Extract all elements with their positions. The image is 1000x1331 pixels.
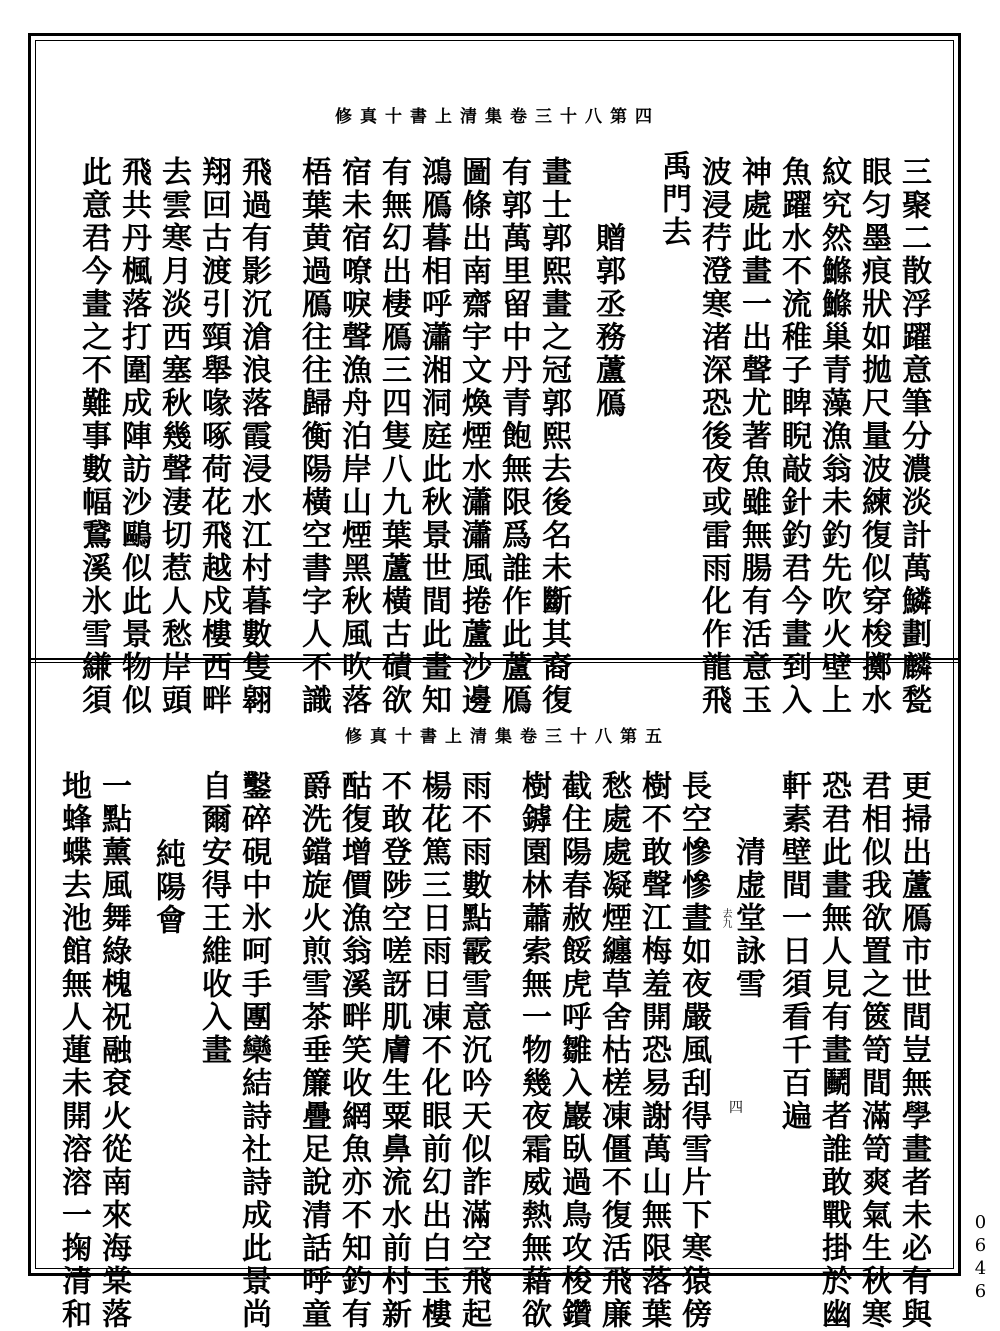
text-column: 鴻鴈暮相呼瀟湘洞庭此秋景世間此畫知 [416, 156, 451, 717]
poem-title: 贈郭丞務蘆鴈 [590, 222, 625, 420]
text-column: 恐君此畫無人見有畫鬭者誰敢戰掛於幽 [816, 770, 851, 1331]
text-column: 樹鏬園林蕭索無一物幾夜霜威熱無藉欲 [516, 770, 551, 1331]
text-column: 樹不敢聲江梅羞開恐易謝萬山無限落葉 [636, 770, 671, 1331]
text-column: 雨不雨數點霰雪意沉吟天似詐滿空飛起 [456, 770, 491, 1331]
text-column: 三聚二散浮躍意筆分濃淡計萬鱗劃麟甃 [896, 156, 931, 717]
text-column: 去雲寒月淡西塞秋幾聲淒切惹人愁岸頭 [156, 156, 191, 717]
text-column: 一點薰風舞綠槐祝融袞火從南來海棠落 [96, 770, 131, 1331]
small-mark: 四 [729, 1100, 743, 1116]
text-column: 魚躍水不流稚子睥睨敲針釣君今畫到入 [776, 156, 811, 717]
text-column: 有郭萬里留中丹青飽無限爲誰作此蘆鴈 [496, 156, 531, 717]
text-column: 愁處處凝煙纏草舍枯槎凍僵不復活飛廉 [596, 770, 631, 1331]
text-column: 飛過有影沉滄浪落霞浸水江村暮數隻翱 [236, 156, 271, 717]
text-column: 楊花篤三日雨日凍不化眼前幻出白玉樓 [416, 770, 451, 1331]
text-column: 不敢登陟空嗟訝肌膚生粟鼻流水前村新 [376, 770, 411, 1331]
text-column: 自爾安得王維收入畫 [196, 770, 231, 1067]
text-column: 此意君今畫之不難事數幅鵞溪氷雪縑須 [76, 156, 111, 717]
text-column: 梧葉黄過鴈往往歸衡陽橫空書字人不識 [296, 156, 331, 717]
text-column: 眼匀墨痕狀如拋尺量波練復似穿梭擲水 [856, 156, 891, 717]
text-column: 飛共丹楓落打圍成陣訪沙鷗似此景物似 [116, 156, 151, 717]
text-column: 圖條出南齋宇文煥煙水瀟瀟風捲蘆沙邊 [456, 156, 491, 717]
top-page-header: 修真十書上清集卷三十八第四 [335, 107, 660, 127]
text-column: 紋究然鰷鰷巢青藻漁翁未釣先吹火壁上 [816, 156, 851, 717]
text-column: 神處此畫一出聲尤著魚雖無腸有活意玉 [736, 156, 771, 717]
poem-title: 純陽會 [150, 838, 185, 937]
bottom-page-header: 修真十書上清集卷三十八第五 [345, 727, 670, 747]
small-annotation: 去九 [720, 908, 731, 928]
text-column: 長空慘慘晝如夜嚴風刮得雪片下寒猿傍 [676, 770, 711, 1331]
text-column: 有無幻出棲鴈三四隻八九葉蘆橫古磧欲 [376, 156, 411, 717]
text-column: 畫士郭熙畫之冠郭熙去後名未斷其裔復 [536, 156, 571, 717]
text-column: 翔回古渡引頸舉喙啄荷花飛越戍樓西畔 [196, 156, 231, 717]
text-column: 波浸荇澄寒渚深恐後夜或雷雨化作龍飛 [696, 156, 731, 717]
text-column: 截住陽春赦餒虎呼雛入巖臥過鳥攻梭鑽 [556, 770, 591, 1331]
text-column: 君相似我欲置之篋笥間滿笥爽氣生秋寒 [856, 770, 891, 1331]
text-column: 禹門去 [656, 150, 691, 249]
text-column: 酤復增價漁翁溪畔笑收網魚亦不知釣有 [336, 770, 371, 1331]
text-column: 軒素壁間一日須看千百遍 [776, 770, 811, 1133]
text-column: 宿未宿嘹唳聲漁舟泊岸山煙黑秋風吹落 [336, 156, 371, 717]
text-column: 爵洗鐺旋火煎雪茶垂簾疊足說清話呼童 [296, 770, 331, 1331]
poem-title: 清虚堂詠雪 [730, 836, 765, 1001]
text-column: 更掃出蘆鴈市世間豈無學畫者未必有與 [896, 770, 931, 1331]
text-column: 鑿碎硯中氷呵手團欒結詩社詩成此景尚 [236, 770, 271, 1331]
page-number: 0646 [970, 1212, 991, 1304]
text-column: 地蜂蝶去池館無人蓮未開溶溶一掬清和 [56, 770, 91, 1331]
